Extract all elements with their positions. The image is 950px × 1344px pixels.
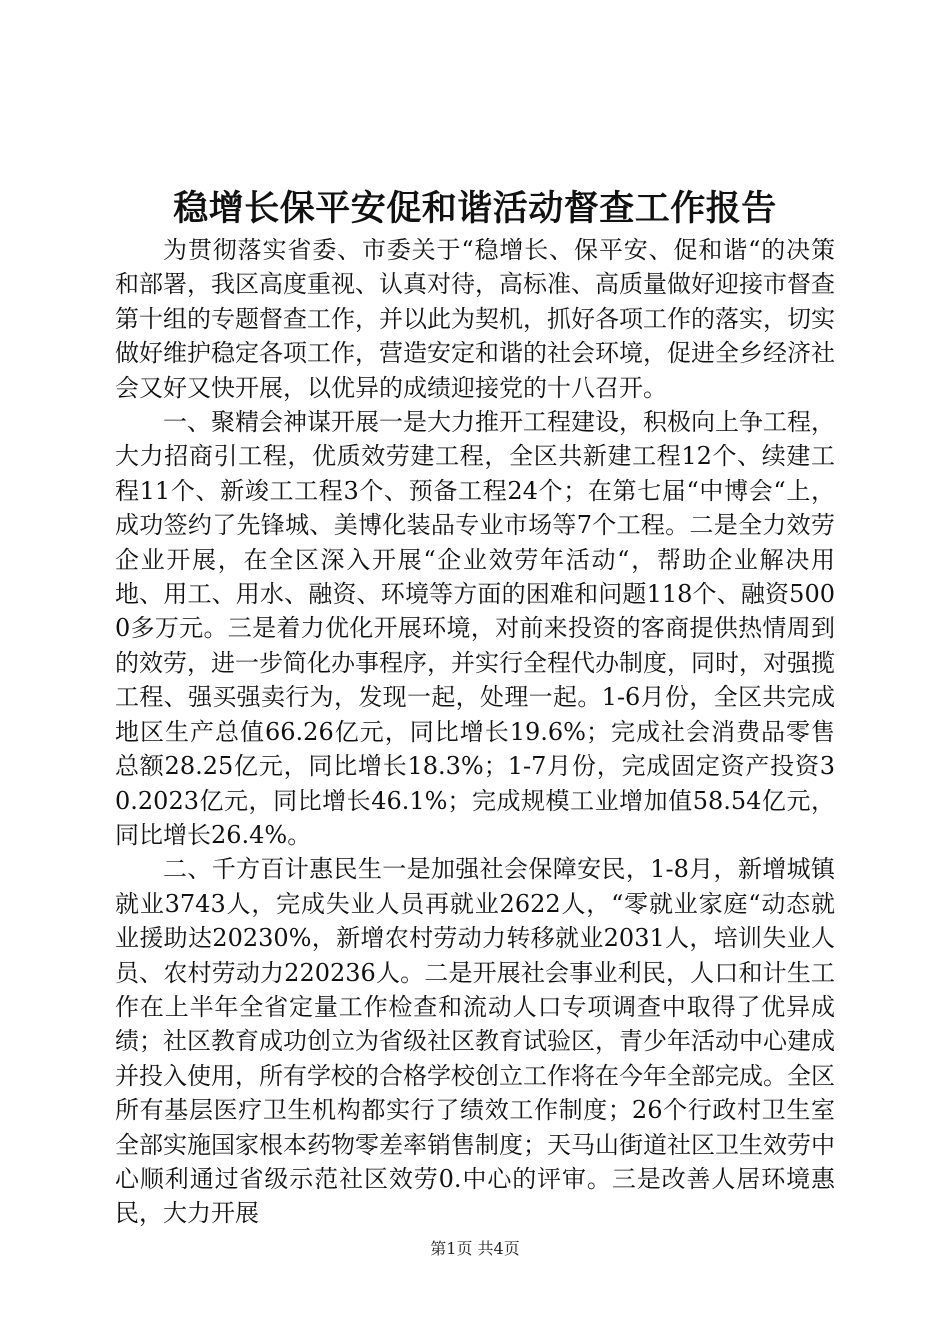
document-body (115, 233, 835, 1231)
paragraph-section-two: 二、千方百计惠民生一是加强社会保障安民，1-8月，新增城镇就业3743人，完成失业人员再就业2622人，“零就业家庭“动态就业援助达20230%，新增农村劳动力转移就业2031人，培训失业人员、农村劳动力220236人。二是开展社会事业利民，人口和计生工作在上半年全省定量工作检查和流动人口专项调查中取得了优异成绩；社区教育成功创立为省级社区教育试验区，青少年活动中心建成并投入使用，所有学校的合格学校创立工作将在今年全部完成。全区所有基层医疗卫生机构都实行了绩效工作制度；26个行政村卫生室全部实施国家根本药物零差率销售制度；天马山街道社区卫生效劳中心顺利通过省级示范社区效劳0.中心的评审。三是改善人居环境惠民，大力开展 (115, 855, 835, 1228)
paragraph-section-one: 一、聚精会神谋开展一是大力推开工程建设，积极向上争工程，大力招商引工程，优质效劳建工程，全区共新建工程12个、续建工程11个、新竣工工程3个、预备工程24个；在第七届“中博会“上，成功签约了先锋城、美博化装品专业市场等7个工程。二是全力效劳企业开展，在全区深入开展“企业效劳年活动“，帮助企业解决用地、用工、用水、融资、环境等方面的困难和问题118个、融资5000多万元。三是着力优化开展环境，对前来投资的客商提供热情周到的效劳，进一步简化办事程序，并实行全程代办制度，同时，对强揽工程、强买强卖行为，发现一起，处理一起。1-6月份，全区共完成地区生产总值66.26亿元，同比增长19.6%；完成社会消费品零售总额28.25亿元，同比增长18.3%；1-7月份，完成固定资产投资30.2023亿元，同比增长46.1%；完成规模工业增加值58.54亿元，同比增长26.4%。 (115, 408, 835, 849)
paragraph-intro: 为贯彻落实省委、市委关于“稳增长、保平安、促和谐“的决策和部署，我区高度重视、认真对待，高标准、高质量做好迎接市督查第十组的专题督查工作，并以此为契机，抓好各项工作的落实，切实做好维护稳定各项工作，营造安定和谐的社会环境，促进全乡经济社会又好又快开展，以优异的成绩迎接党的十八召开。 (115, 236, 835, 402)
page-number: 第1页 共4页 (430, 1239, 520, 1258)
document-title: 稳增长保平安促和谐活动督查工作报告 (173, 188, 777, 229)
page-footer (0, 1238, 950, 1260)
